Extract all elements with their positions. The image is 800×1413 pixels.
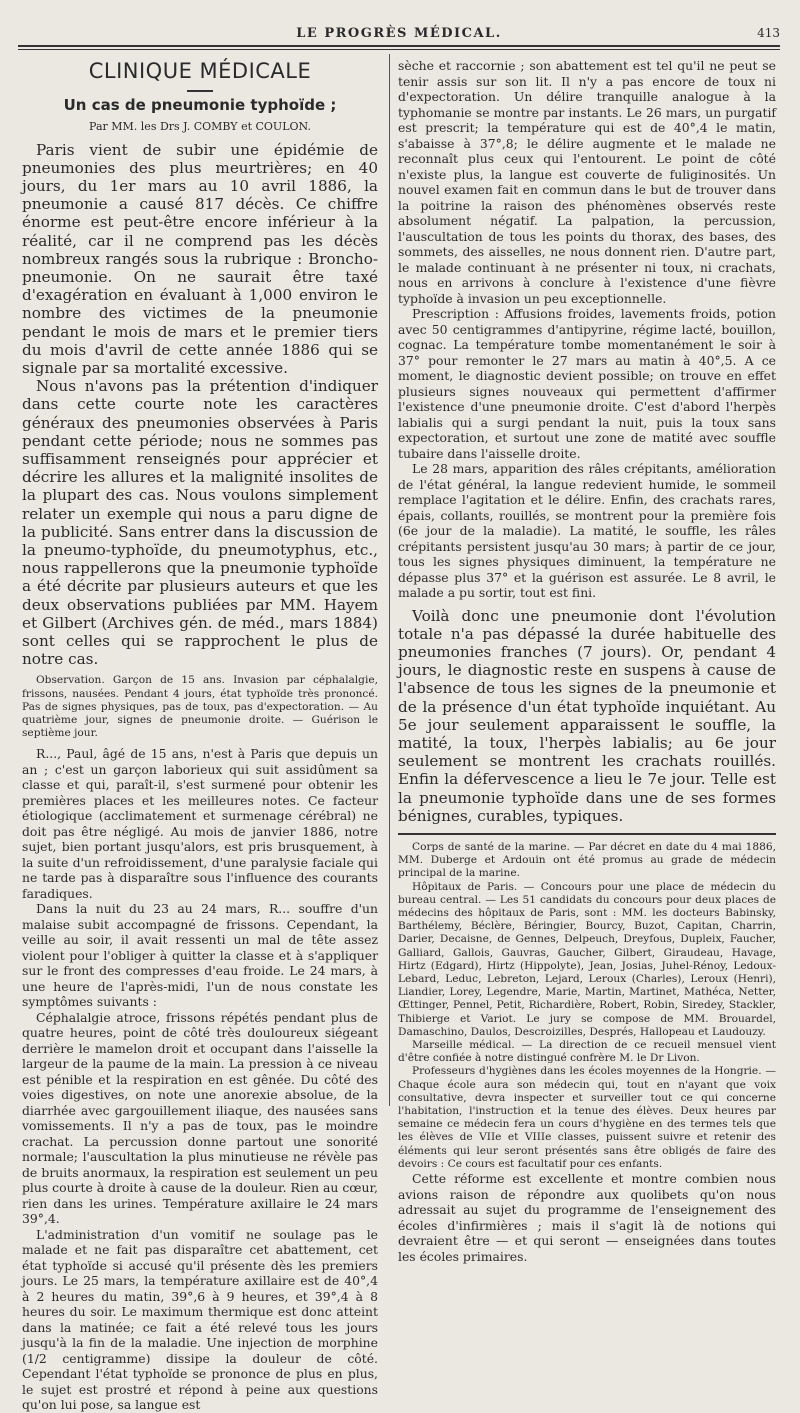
news-item: Corps de santé de la marine. — Par décret en date du 4 mai 1886, MM. Duberge et Ardouin ont été promus au grade de médecin principal de la marine. — [398, 840, 776, 880]
title-rule — [187, 90, 213, 92]
journal-title: LE PROGRÈS MÉDICAL. — [296, 26, 502, 41]
observation-summary: Observation. Garçon de 15 ans. Invasion par céphalalgie, frissons, nausées. Pendant 4 jours, état typhoïde très prononcé. Pas de signes physiques, pas de toux, pas d'expectoration. — Au quatrième jour, signes de pneumonie droite. — Guérison le septième jour. — [22, 674, 378, 740]
page-header — [18, 26, 780, 44]
paragraph: Prescription : Affusions froides, lavements froids, potion avec 50 centigrammes d'antipyrine, régime lacté, bouillon, cognac. La température tombe momentanément le soir à 37° pour remonter le 27 mars au matin à 40°,5. A ce moment, le diagnostic devient possible; on trouve en effet plusieurs signes nouveaux qui permettent d'affirmer l'existence d'une pneumonie droite. C'est d'abord l'herpès labialis qui a surgi pendant la nuit, puis la toux sans expectoration, et surtout une zone de matité avec souffle tubaire dans l'aisselle droite. — [398, 306, 776, 461]
news-rule — [398, 833, 776, 835]
news-item: Professeurs d'hygiènes dans les écoles moyennes de la Hongrie. — Chaque école aura son médecin qui, tout en n'ayant que voix consultative, devra inspecter et surveiller tout ce qui concerne l'habitation, l'instruction et la tenue des élèves. Deux heures par semaine ce médecin fera un cours d'hygiène en des termes tels que les élèves de VIIe et VIIIe classes, puissent suivre et retenir des éléments qui leur seront présentés sans être obligés de faire des devoirs : Ce cours est facultatif pour ces enfants. — [398, 1065, 776, 1170]
column-divider — [389, 54, 390, 1106]
section-title: CLINIQUE MÉDICALE — [88, 59, 312, 83]
paragraph: Cette réforme est excellente et montre combien nous avions raison de répondre aux quolibets qu'on nous adressait au sujet du programme de l'enseignement des écoles d'infirmières ; mais il s'agit là de notions qui devraient être — et qui seront — enseignées dans toutes les écoles primaires. — [398, 1171, 776, 1264]
left-column — [22, 58, 378, 1413]
header-rule-thick — [18, 45, 780, 47]
paragraph: sèche et raccornie ; son abattement est tel qu'il ne peut se tenir assis sur son lit. Il n'y a pas encore de toux ni d'expectoration. Un délire tranquille analogue à la typhomanie se montre par instants. Le 26 mars, un purgatif est prescrit; la température qui est de 40°,4 le matin, s'abaisse à 37°,8; le délire augmente et le malade ne reconnaît plus ceux qui l'entourent. Le point de côté n'existe plus, la langue est couverte de fuliginosités. Un nouvel examen fait en commun dans le but de trouver dans la poitrine la raison des phénomènes observés reste absolument négatif. La palpation, la percussion, l'auscultation de tous les points du thorax, des bases, des sommets, des aisselles, ne nous donnent rien. D'autre part, le malade continuant à ne présenter ni toux, ni crachats, nous en arrivons à conclure à l'existence d'une fièvre typhoïde à invasion un peu exceptionnelle. — [398, 58, 776, 306]
paragraph: Dans la nuit du 23 au 24 mars, R... souffre d'un malaise subit accompagné de frissons. Cependant, la veille au soir, il avait ressenti un mal de tête assez violent pour l'obliger à quitter la classe et à s'appliquer sur le front des compresses d'eau froide. Le 24 mars, à une heure de l'après-midi, l'un de nous constate les symptômes suivants : — [22, 901, 378, 1010]
paragraph: R..., Paul, âgé de 15 ans, n'est à Paris que depuis un an ; c'est un garçon laborieux qui suit assidûment sa classe et qui, paraît-il, s'est surmené pour obtenir les premières places et les meilleures notes. Ce facteur étiologique (acclimatement et surmenage cérébral) ne doit pas être négligé. Au mois de janvier 1886, notre sujet, bien portant jusqu'alors, est pris brusquement, à la suite d'un refroidissement, d'une paralysie faciale qui ne tarde pas à disparaître sous l'influence des courants faradiques. — [22, 746, 378, 901]
paragraph: L'administration d'un vomitif ne soulage pas le malade et ne fait pas disparaître cet abattement, cet état typhoïde si accusé qu'il présente dès les premiers jours. Le 25 mars, la température axillaire est de 40°,4 à 2 heures du matin, 39°,6 à 9 heures, et 39°,4 à 8 heures du soir. Le maximum thermique est donc atteint dans la matinée; ce fait a été relevé tous les jours jusqu'à la fin de la maladie. Une injection de morphine (1/2 centigramme) dissipe la douleur de côté. Cependant l'état typhoïde se prononce de plus en plus, le sujet est prostré et répond à peine aux questions qu'on lui pose, sa langue est — [22, 1226, 378, 1413]
paragraph: Céphalalgie atroce, frissons répétés pendant plus de quatre heures, point de côté très douloureux siégeant derrière le mamelon droit et occupant dans l'aisselle la largeur de la paume de la main. La pression à ce niveau est pénible et la respiration en est gênée. Du côté des voies digestives, on note une anorexie absolue, de la diarrhée avec gargouillement iliaque, des nausées sans vomissements. Il n'y a pas de toux, pas le moindre crachat. La percussion donne partout une sonorité normale; l'auscultation la plus minutieuse ne révèle pas de bruits anormaux, la respiration est seulement un peu plus courte à droite à cause de la douleur. Rien au cœur, rien dans les urines. Température axillaire le 24 mars 39°,4. — [22, 1009, 378, 1227]
news-item: Marseille médical. — La direction de ce recueil mensuel vient d'être confiée à notre distingué confrère M. le Dr Livon. — [398, 1038, 776, 1065]
paragraph: Paris vient de subir une épidémie de pneumonies des plus meurtrières; en 40 jours, du 1er mars au 10 avril 1886, la pneumonie a causé 817 décès. Ce chiffre énorme est peut-être encore inférieur à la réalité, car il ne comprend pas les décès nombreux rangés sous la rubrique : Broncho-pneumonie. On ne saurait être taxé d'exagération en évaluant à 1,000 environ le nombre des victimes de la pneumonie pendant le mois de mars et le premier tiers du mois d'avril de cette année 1886 qui se signale par sa mortalité excessive. — [22, 140, 378, 377]
header-rule-thin — [18, 49, 780, 50]
paragraph: Nous n'avons pas la prétention d'indiquer dans cette courte note les caractères généraux des pneumonies observées à Paris pendant cette période; nous ne sommes pas suffisamment renseignés pour apprécier et décrire les allures et la malignité insolites de la plupart des cas. Nous voulons simplement relater un exemple qui nous a paru digne de la publicité. Sans entrer dans la discussion de la pneumo-typhoïde, du pneumotyphus, etc., nous rappellerons que la pneumonie typhoïde a été décrite par plusieurs auteurs et que les deux observations publiées par MM. Hayem et Gilbert (Archives gén. de méd., mars 1884) sont celles qui se rapprochent le plus de notre cas. — [22, 377, 378, 669]
news-item: Hôpitaux de Paris. — Concours pour une place de médecin du bureau central. — Les 51 candidats du concours pour deux places de médecins des hôpitaux de Paris, sont : MM. les docteurs Babinsky, Barthélemy, Béclère, Béringier, Bourcy, Buzot, Capitan, Charrin, Darier, Decaisne, de Gennes, Delpeuch, Dreyfous, Dupleix, Faucher, Galliard, Gallois, Gauvras, Gaucher, Gilbert, Giraudeau, Havage, Hirtz (Edgard), Hirtz (Hippolyte), Jean, Josias, Juhel-Rénoy, Ledoux-Lebard, Leduc, Lebreton, Lejard, Leroux (Charles), Leroux (Henri), Liandier, Lorey, Legendre, Marie, Martin, Martinet, Mathéca, Netter, Œttinger, Pennel, Petit, Richardière, Robert, Robin, Siredey, Stackler, Thibierge et Variot. Le jury se compose de MM. Brouardel, Damaschino, Daulos, Descroizilles, Després, Hallopeau et Laudouzy. — [398, 880, 776, 1038]
right-column — [398, 58, 776, 1264]
conclusion-paragraph: Voilà donc une pneumonie dont l'évolution totale n'a pas dépassé la durée habituelle des pneumonies franches (7 jours). Or, pendant 4 jours, le diagnostic reste en suspens à cause de l'absence de tous les signes de la pneumonie et de la présence d'un état typhoïde inquiétant. Au 5e jour seulement apparaissent le souffle, la matité, la toux, l'herpès labialis; au 6e jour seulement se montrent les crachats rouillés. Enfin la défervescence a lieu le 7e jour. Telle est la pneumonie typhoïde dans une de ses formes bénignes, curables, typiques. — [398, 606, 776, 825]
page-number: 413 — [757, 26, 780, 40]
paragraph: Le 28 mars, apparition des râles crépitants, amélioration de l'état général, la langue redevient humide, le sommeil remplace l'agitation et le délire. Enfin, des crachats rares, épais, collants, rouillés, se montrent pour la première fois (6e jour de la maladie). La matité, le souffle, les râles crépitants persistent jusqu'au 30 mars; à partir de ce jour, tous les signes physiques diminuent, la température ne dépasse plus 37° et la guérison est assurée. Le 8 avril, le malade a pu sortir, tout est fini. — [398, 461, 776, 600]
byline: Par MM. les Drs J. COMBY et COULON. — [89, 120, 311, 133]
article-title: Un cas de pneumonie typhoïde ; — [63, 95, 337, 114]
